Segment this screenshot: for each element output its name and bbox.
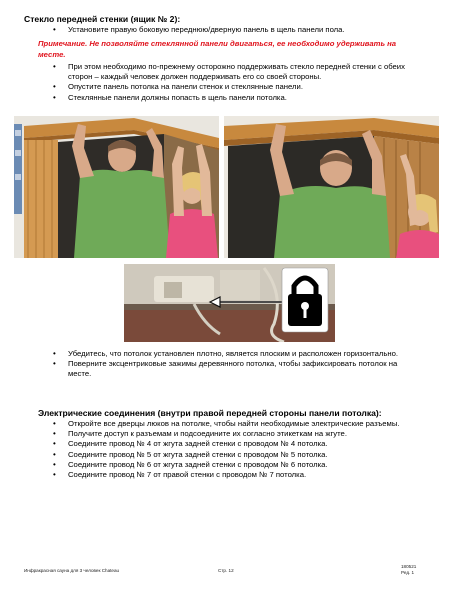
- footer-page-number: Стр. 12: [218, 568, 234, 573]
- footer-revision: [401, 564, 416, 576]
- photo-installing-ceiling-right: [224, 116, 439, 258]
- section-title-front-glass: Стекло передней стенки (ящик № 2):: [24, 14, 181, 24]
- list-item: • Поверните эксцентриковые зажимы деревянного потолка, чтобы зафиксировать потолок на месте.: [0, 359, 459, 379]
- list-item: • Установите правую боковую переднюю/дверную панель в щель панели пола.: [0, 25, 459, 35]
- bullet-list-3: [0, 349, 459, 380]
- list-item: • При этом необходимо по-прежнему осторожно поддерживать стекло передней стенки с обеих сторон – каждый человек должен поддерживать его со своей стороны.: [0, 62, 459, 82]
- list-item: • Соедините провод № 4 от жгута задней стенки с проводом № 4 потолка.: [0, 439, 459, 449]
- bullet-list-4: [0, 419, 459, 480]
- list-item: • Убедитесь, что потолок установлен плотно, является плоским и расположен горизонтально.: [0, 349, 459, 359]
- footer-revision-label: Ред. 1: [401, 570, 415, 575]
- footer-date-code: 180521: [401, 564, 417, 569]
- list-item: • Получите доступ к разъемам и подсоедините их согласно этикеткам на жгуте.: [0, 429, 459, 439]
- list-item: • Опустите панель потолка на панели стенок и стеклянные панели.: [0, 82, 459, 92]
- photo-installing-ceiling-left: [14, 116, 219, 258]
- photo-ceiling-latch-closeup: [124, 264, 335, 342]
- list-item: • Соедините провод № 6 от жгута задней стенки с проводом № 6 потолка.: [0, 460, 459, 470]
- list-item: • Стеклянные панели должны попасть в щель панели потолка.: [0, 93, 459, 103]
- list-item: • Соедините провод № 7 от правой стенки с проводом № 7 потолка.: [0, 470, 459, 480]
- padlock-icon: [282, 268, 328, 332]
- bullet-list-2: [0, 62, 459, 103]
- list-item: • Откройте все дверцы люков на потолке, чтобы найти необходимые электрические разъемы.: [0, 419, 459, 429]
- section-title-electrical: Электрические соединения (внутри правой передней стороны панели потолка):: [38, 408, 382, 418]
- warning-note: Примечание. Не позволяйте стеклянной панели двигаться, ее необходимо удерживать на месте.: [38, 39, 397, 59]
- bullet-list-1: [0, 25, 459, 35]
- list-item: • Соедините провод № 5 от жгута задней стенки с проводом № 5 потолка.: [0, 450, 459, 460]
- footer-product-name: Инфракрасная сауна для 3 человек Chateau: [24, 568, 120, 573]
